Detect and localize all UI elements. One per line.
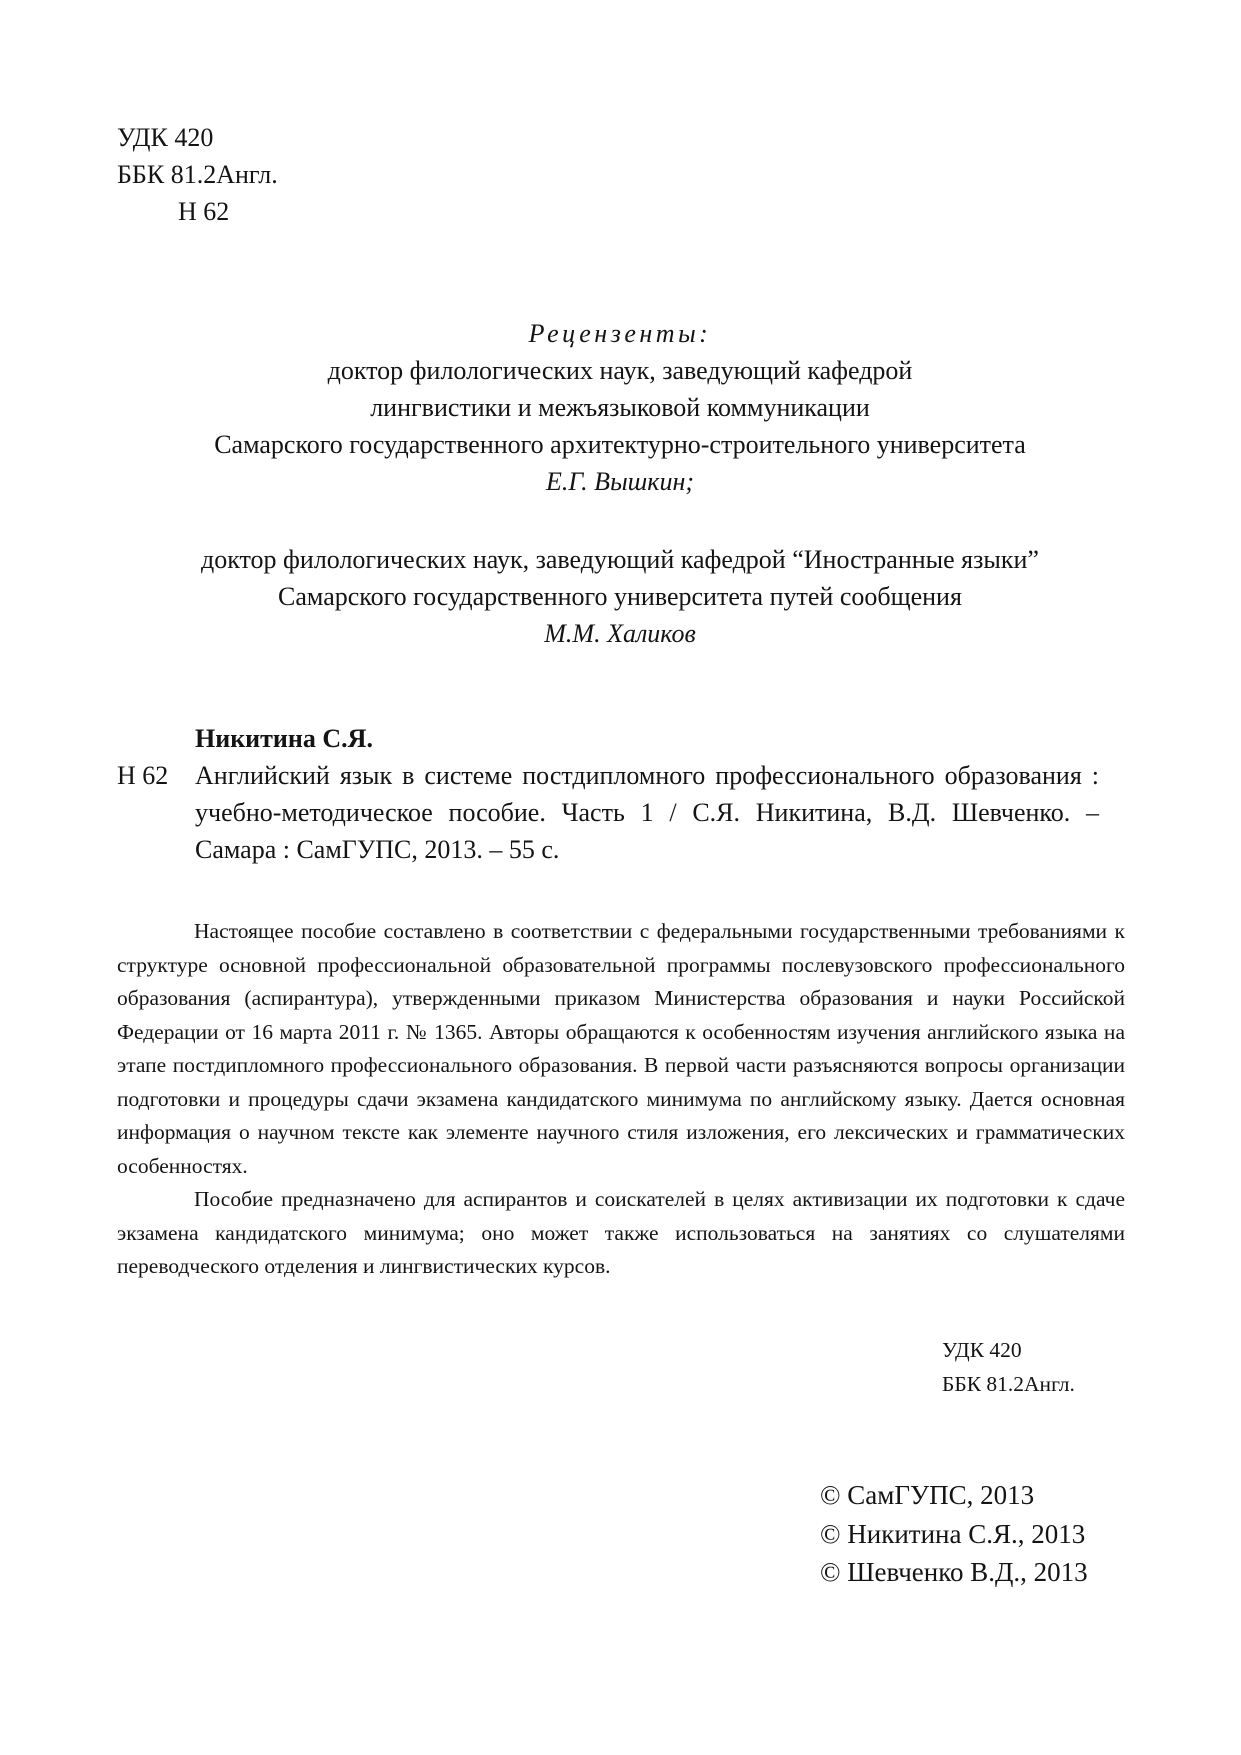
reviewer-1-name: Е.Г. Вышкин; bbox=[545, 467, 695, 496]
copyright-block bbox=[820, 1476, 1220, 1592]
reviewer-1-line: лингвистики и межъязыковой коммуникации bbox=[370, 393, 870, 422]
reviewer-1-line: доктор филологических наук, заведующий кафедрой bbox=[327, 356, 913, 385]
copyright-line: © СамГУПС, 2013 bbox=[820, 1480, 1035, 1510]
annotation-block bbox=[117, 915, 1125, 1284]
copyright-line: © Никитина С.Я., 2013 bbox=[820, 1518, 1086, 1549]
bbk-code-bottom: ББК 81.2Англ. bbox=[942, 1371, 1075, 1396]
bibliographic-record bbox=[117, 720, 1137, 868]
reviewer-2-line: доктор филологических наук, заведующий кафедрой “Иностранные языки” bbox=[201, 545, 1039, 574]
reviewers-heading: Рецензенты: bbox=[528, 319, 712, 348]
bbk-code: ББК 81.2Англ. bbox=[117, 160, 278, 189]
reviewer-2-name: М.М. Халиков bbox=[544, 619, 696, 648]
reviewer-2-line: Самарского государственного университета путей сообщения bbox=[278, 582, 962, 611]
classification-block-bottom bbox=[942, 1334, 1192, 1401]
bibliographic-entry bbox=[117, 757, 1137, 868]
udk-code: УДК 420 bbox=[117, 123, 214, 152]
reviewers-block bbox=[110, 315, 1130, 652]
annotation-paragraph: Настоящее пособие составлено в соответствии с федеральными государственными требованиями к структуре основной профессиональной образовательной программы послевузовского профессионального образования (аспирантура), утвержденными приказом Министерства образования и науки Российской Федерации от 16 марта 2011 г. № 1365. Авторы обращаются к особенностям изучения английского языка на этапе постдипломного профессионального образования. В первой части разъясняются вопросы организации подготовки и процедуры сдачи экзамена кандидатского минимума по английскому языку. Дается основная информация о научном тексте как элементе научного стиля изложения, его лексических и грамматических особенностях. bbox=[117, 919, 1125, 1178]
book-author: Никитина С.Я. bbox=[195, 724, 373, 753]
spacer bbox=[110, 500, 1130, 541]
annotation-paragraph: Пособие предназначено для аспирантов и соискателей в целях активизации их подготовки к сдаче экзамена кандидатского минимума; оно может также использоваться на занятиях со слушателями переводческого отделения и лингвистических курсов. bbox=[117, 1187, 1125, 1278]
author-mark: Н 62 bbox=[178, 197, 230, 226]
bibliographic-code: Н 62 bbox=[117, 761, 169, 790]
classification-block bbox=[117, 119, 517, 230]
udk-code-bottom: УДК 420 bbox=[942, 1338, 1022, 1362]
bibliographic-description: Английский язык в системе постдипломного профессионального образования : учебно-методическое пособие. Часть 1 / С.Я. Никитина, В.Д. Шевченко. – Самара : СамГУПС, 2013. – 55 с. bbox=[195, 761, 1099, 864]
copyright-line: © Шевченко В.Д., 2013 bbox=[820, 1557, 1088, 1587]
reviewer-1-line: Самарского государственного архитектурно-строительного университета bbox=[214, 430, 1026, 459]
